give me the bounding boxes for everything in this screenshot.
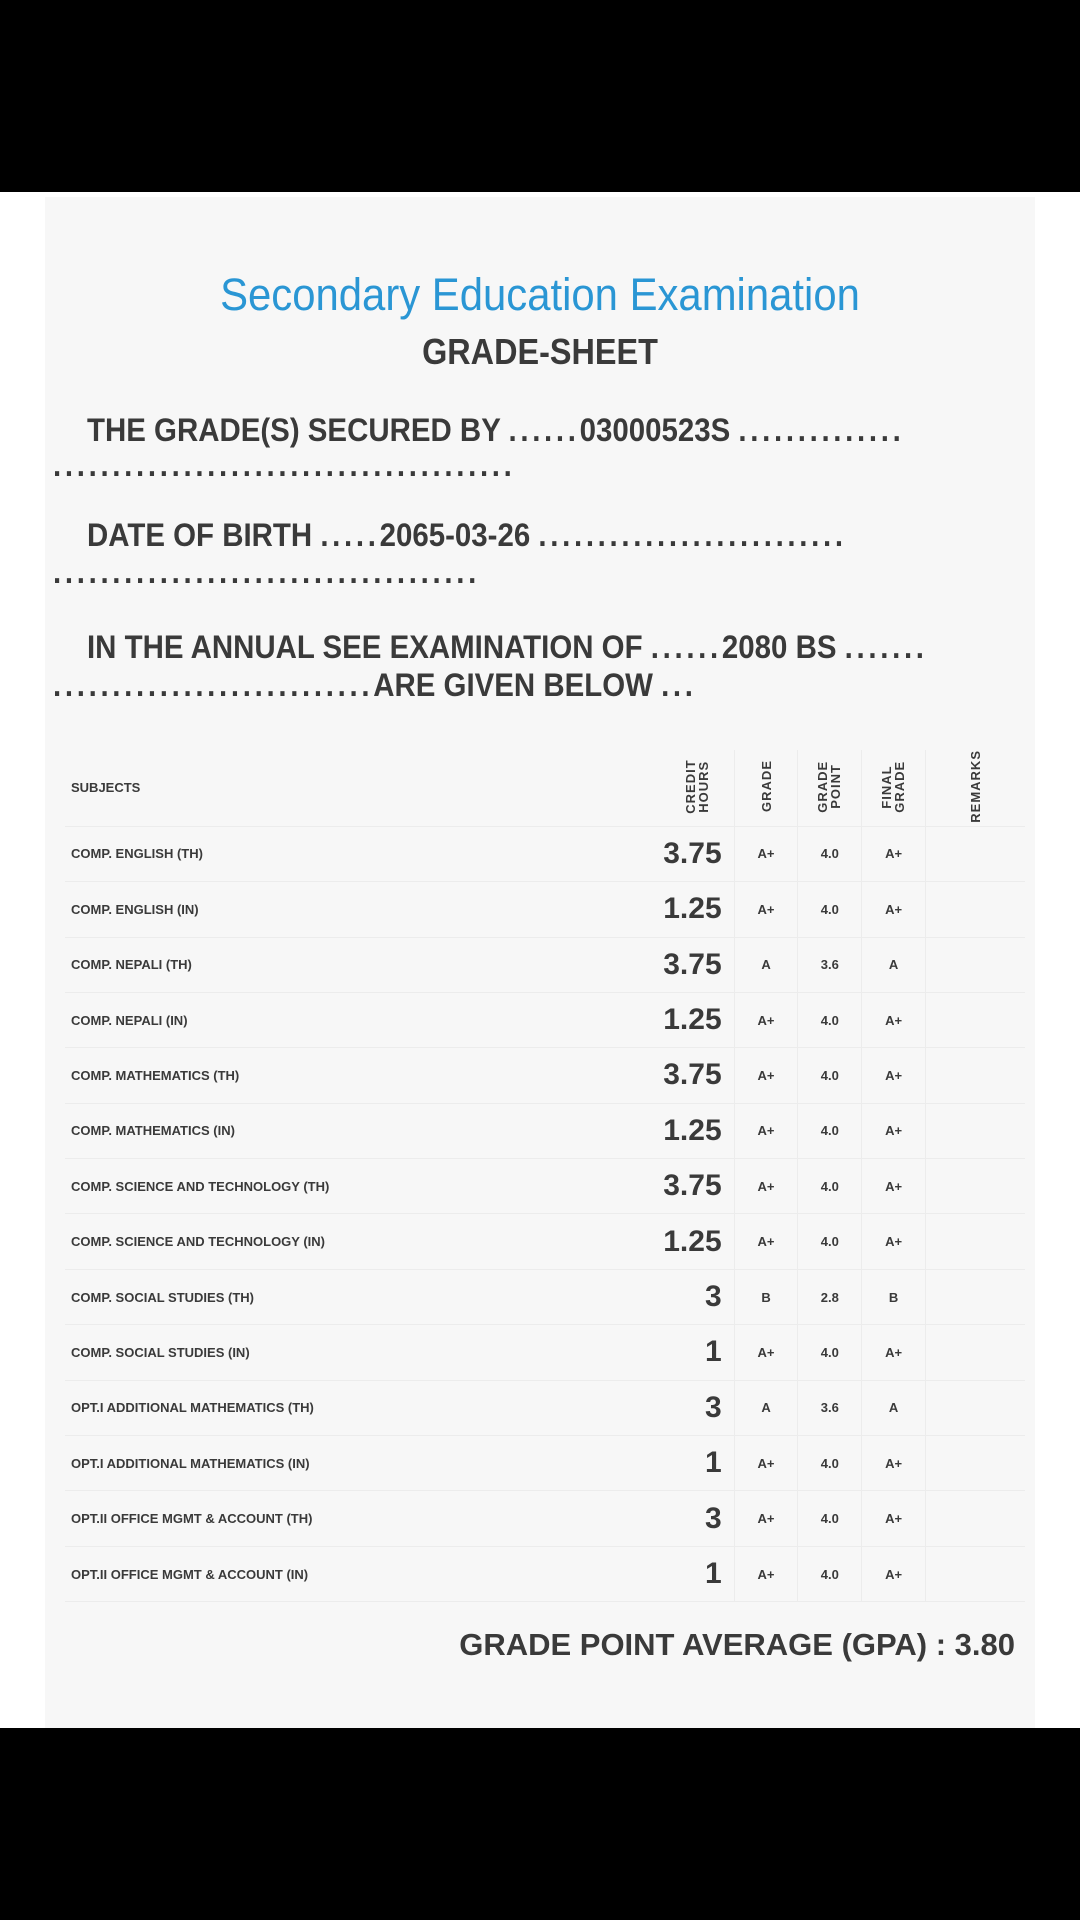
secured-by-line: THE GRADE(S) SECURED BY ......03000523S .............. [87,412,905,448]
grade-point-cell: 4.0 [798,1491,862,1546]
gpa-label: GRADE POINT AVERAGE (GPA) : [459,1627,947,1662]
credit-hours-cell: 3.75 [662,937,734,992]
final-grade-cell: A+ [862,1436,926,1491]
gpa-value: 3.80 [954,1627,1015,1662]
header-subjects: SUBJECTS [65,750,662,826]
exam-title: Secondary Education Examination [220,269,860,320]
grade-cell: A+ [734,1048,798,1103]
table-row [65,1159,1025,1214]
given-below-line: ...........................ARE GIVEN BELOW ... [53,667,697,703]
grade-point-cell: 4.0 [798,1159,862,1214]
final-grade-cell: A+ [862,882,926,937]
grade-sheet-card [45,197,1035,1728]
given-below: ARE GIVEN BELOW [373,667,653,703]
final-grade-cell: A+ [862,1491,926,1546]
table-row [65,1491,1025,1546]
symbol-number: 03000523S [579,412,731,448]
grade-cell: A+ [734,1546,798,1601]
subject-cell: COMP. SCIENCE AND TECHNOLOGY (TH) [65,1159,662,1214]
credit-hours-cell: 3.75 [662,1048,734,1103]
grade-cell: B [734,1269,798,1324]
credit-hours-cell: 1.25 [662,882,734,937]
subject-cell: COMP. SCIENCE AND TECHNOLOGY (IN) [65,1214,662,1269]
final-grade-cell: A+ [862,1214,926,1269]
remarks-cell [925,1103,1025,1158]
grade-point-cell: 4.0 [798,826,862,881]
grade-point-cell: 4.0 [798,1048,862,1103]
exam-year: 2080 BS [721,629,837,665]
credit-hours-cell: 1.25 [662,1103,734,1158]
screen [0,192,1080,1728]
grade-point-cell: 3.6 [798,937,862,992]
grade-point-cell: 3.6 [798,1380,862,1435]
grade-point-cell: 4.0 [798,1436,862,1491]
table-row [65,826,1025,881]
dob-value: 2065-03-26 [379,517,531,553]
subject-cell: COMP. NEPALI (IN) [65,992,662,1047]
remarks-cell [925,1269,1025,1324]
final-grade-cell: A+ [862,826,926,881]
dots: .................................... [53,554,480,590]
subject-cell: OPT.I ADDITIONAL MATHEMATICS (TH) [65,1380,662,1435]
grade-cell: A+ [734,1159,798,1214]
grade-sheet-heading: GRADE-SHEET [422,331,658,372]
credit-hours-cell: 3.75 [662,826,734,881]
grade-point-cell: 4.0 [798,1325,862,1380]
grade-cell: A+ [734,992,798,1047]
subject-cell: COMP. ENGLISH (TH) [65,826,662,881]
table-row [65,1269,1025,1324]
grade-point-cell: 4.0 [798,1103,862,1158]
credit-hours-cell: 1 [662,1436,734,1491]
grade-cell: A+ [734,882,798,937]
exam-label: IN THE ANNUAL SEE EXAMINATION OF [87,629,643,665]
header-grade-point: GRADE POINT [814,760,843,813]
final-grade-cell: A+ [862,1048,926,1103]
remarks-cell [925,992,1025,1047]
subject-cell: COMP. ENGLISH (IN) [65,882,662,937]
table-row [65,1048,1025,1103]
subject-cell: OPT.II OFFICE MGMT & ACCOUNT (IN) [65,1546,662,1601]
grade-point-cell: 2.8 [798,1269,862,1324]
header-credit-hours: CREDIT HOURS [682,759,711,814]
header-remarks: REMARKS [967,750,983,823]
table-row [65,1436,1025,1491]
grade-cell: A+ [734,1436,798,1491]
table-row [65,1103,1025,1158]
grades-table [65,750,1025,1602]
remarks-cell [925,937,1025,992]
grade-point-cell: 4.0 [798,1546,862,1601]
credit-hours-cell: 3 [662,1380,734,1435]
credit-hours-cell: 1 [662,1325,734,1380]
remarks-cell [925,1546,1025,1601]
grade-cell: A+ [734,1214,798,1269]
subject-cell: OPT.I ADDITIONAL MATHEMATICS (IN) [65,1436,662,1491]
grade-point-cell: 4.0 [798,992,862,1047]
credit-hours-cell: 3 [662,1269,734,1324]
dob-label: DATE OF BIRTH [87,517,313,553]
remarks-cell [925,1048,1025,1103]
final-grade-cell: A+ [862,1103,926,1158]
subject-cell: COMP. NEPALI (TH) [65,937,662,992]
table-row [65,937,1025,992]
final-grade-cell: A+ [862,992,926,1047]
remarks-cell [925,1380,1025,1435]
header-final-grade: FINAL GRADE [878,760,907,813]
remarks-cell [925,826,1025,881]
gpa-line [459,1627,1015,1663]
secured-label: THE GRADE(S) SECURED BY [87,412,501,448]
remarks-cell [925,1436,1025,1491]
grade-cell: A+ [734,1325,798,1380]
subject-cell: COMP. SOCIAL STUDIES (IN) [65,1325,662,1380]
table-header [65,750,1025,826]
grade-cell: A [734,937,798,992]
final-grade-cell: A+ [862,1325,926,1380]
grade-cell: A+ [734,826,798,881]
table-row [65,1214,1025,1269]
exam-line: IN THE ANNUAL SEE EXAMINATION OF ......2080 BS ....... [87,629,928,665]
credit-hours-cell: 3.75 [662,1159,734,1214]
subject-cell: COMP. MATHEMATICS (IN) [65,1103,662,1158]
remarks-cell [925,882,1025,937]
final-grade-cell: A [862,1380,926,1435]
remarks-cell [925,1491,1025,1546]
credit-hours-cell: 1.25 [662,1214,734,1269]
final-grade-cell: A+ [862,1159,926,1214]
header-grade: GRADE [758,760,774,813]
grade-point-cell: 4.0 [798,882,862,937]
grade-cell: A [734,1380,798,1435]
remarks-cell [925,1214,1025,1269]
credit-hours-cell: 1.25 [662,992,734,1047]
remarks-cell [925,1325,1025,1380]
subject-cell: COMP. SOCIAL STUDIES (TH) [65,1269,662,1324]
grade-cell: A+ [734,1491,798,1546]
table-row [65,1380,1025,1435]
grade-cell: A+ [734,1103,798,1158]
final-grade-cell: A+ [862,1546,926,1601]
subject-cell: OPT.II OFFICE MGMT & ACCOUNT (TH) [65,1491,662,1546]
subject-cell: COMP. MATHEMATICS (TH) [65,1048,662,1103]
final-grade-cell: A [862,937,926,992]
table-row [65,1325,1025,1380]
final-grade-cell: B [862,1269,926,1324]
credit-hours-cell: 1 [662,1546,734,1601]
table-row [65,1546,1025,1601]
table-row [65,882,1025,937]
table-row [65,992,1025,1047]
credit-hours-cell: 3 [662,1491,734,1546]
dob-line: DATE OF BIRTH .....2065-03-26 .......................... [87,517,847,553]
remarks-cell [925,1159,1025,1214]
grade-point-cell: 4.0 [798,1214,862,1269]
dots: ....................................... [53,447,516,483]
